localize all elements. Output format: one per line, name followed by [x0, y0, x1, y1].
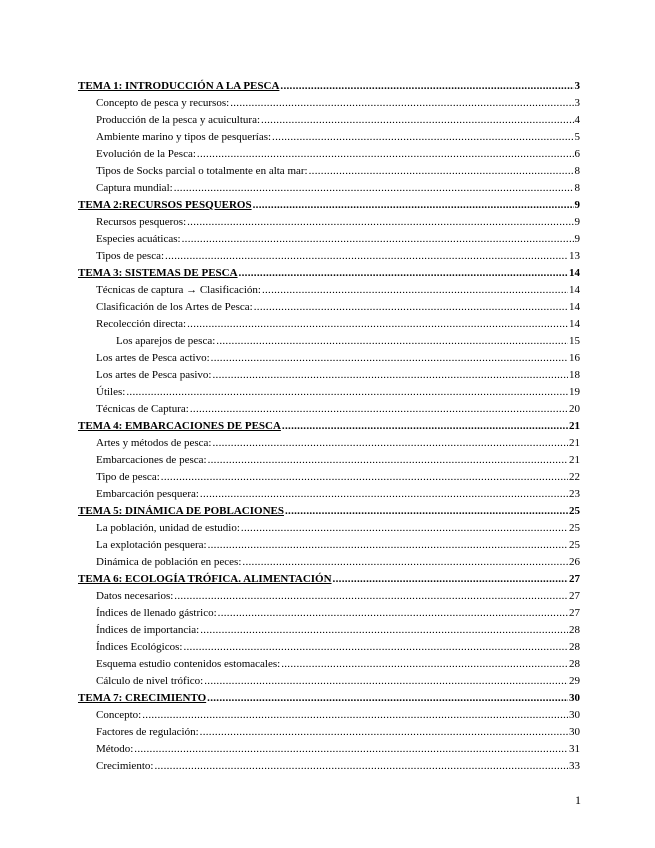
dot-leader [154, 758, 568, 775]
dot-leader [197, 146, 574, 163]
toc-section-entry[interactable] [78, 588, 580, 605]
toc-entry-page: 4 [574, 114, 580, 126]
toc-entry-label: Evolución de la Pesca: [96, 148, 196, 160]
dot-leader [212, 367, 568, 384]
toc-section-entry[interactable] [78, 282, 580, 299]
toc-entry-label: Útiles: [96, 386, 126, 398]
dot-leader [253, 197, 574, 214]
toc-entry-label: Esquema estudio contenidos estomacales: [96, 658, 281, 670]
toc-chapter-entry[interactable] [78, 571, 580, 588]
toc-chapter-entry[interactable] [78, 197, 580, 214]
toc-section-entry[interactable] [78, 316, 580, 333]
toc-section-entry[interactable] [78, 248, 580, 265]
dot-leader [212, 435, 568, 452]
dot-leader [200, 724, 568, 741]
dot-leader [174, 588, 568, 605]
toc-entry-page: 23 [569, 488, 580, 500]
toc-section-entry[interactable] [78, 146, 580, 163]
toc-entry-label: Índices de importancia: [96, 624, 200, 636]
toc-entry-label: Crecimiento: [96, 760, 154, 772]
toc-entry-page: 8 [574, 165, 580, 177]
toc-entry-label: Concepto de pesca y recursos: [96, 97, 230, 109]
toc-entry-page: 31 [569, 743, 580, 755]
toc-section-entry[interactable] [78, 163, 580, 180]
toc-section-entry[interactable] [78, 299, 580, 316]
toc-entry-label: Embarcación pesquera: [96, 488, 199, 500]
toc-entry-page: 30 [569, 692, 580, 704]
toc-section-entry[interactable] [78, 231, 580, 248]
toc-entry-page: 18 [569, 369, 580, 381]
dot-leader [281, 656, 568, 673]
toc-entry-label: Producción de la pesca y acuicultura: [96, 114, 261, 126]
toc-entry-label: Los artes de Pesca pasivo: [96, 369, 212, 381]
toc-entry-label: TEMA 2:RECURSOS PESQUEROS [78, 199, 252, 211]
toc-entry-page: 3 [574, 80, 580, 92]
dot-leader [280, 78, 573, 95]
toc-chapter-entry[interactable] [78, 690, 580, 707]
toc-entry-page: 28 [569, 658, 580, 670]
toc-entry-label: Los aparejos de pesca: [116, 335, 216, 347]
toc-section-entry[interactable] [78, 367, 580, 384]
dot-leader [282, 418, 568, 435]
toc-entry-label: Concepto: [96, 709, 142, 721]
toc-section-entry[interactable] [78, 605, 580, 622]
toc-entry-page: 14 [569, 267, 580, 279]
toc-entry-label: Especies acuáticas: [96, 233, 181, 245]
toc-entry-label: TEMA 4: EMBARCACIONES DE PESCA [78, 420, 281, 432]
toc-entry-page: 21 [569, 420, 580, 432]
toc-section-entry[interactable] [78, 554, 580, 571]
dot-leader [285, 503, 568, 520]
toc-entry-label: Dinámica de población en peces: [96, 556, 242, 568]
toc-entry-page: 30 [569, 709, 580, 721]
toc-entry-label: TEMA 3: SISTEMAS DE PESCA [78, 267, 238, 279]
toc-entry-label: TEMA 7: CRECIMIENTO [78, 692, 207, 704]
toc-entry-page: 14 [569, 318, 580, 330]
dot-leader [309, 163, 574, 180]
dot-leader [262, 282, 568, 299]
toc-entry-page: 14 [569, 301, 580, 313]
dot-leader [134, 741, 568, 758]
toc-entry-label: Los artes de Pesca activo: [96, 352, 210, 364]
toc-entry-label: Datos necesarios: [96, 590, 174, 602]
toc-entry-label: TEMA 1: INTRODUCCIÓN A LA PESCA [78, 80, 280, 92]
toc-entry-label: La población, unidad de estudio: [96, 522, 240, 534]
dot-leader [261, 112, 573, 129]
toc-section-entry[interactable] [78, 486, 580, 503]
dot-leader [204, 673, 568, 690]
toc-entry-label: Técnicas de captura → Clasificación: [96, 284, 261, 296]
dot-leader [216, 333, 568, 350]
toc-entry-page: 3 [574, 97, 580, 109]
toc-entry-page: 22 [569, 471, 580, 483]
toc-section-entry[interactable] [78, 639, 580, 656]
toc-entry-label: La explotación pesquera: [96, 539, 207, 551]
toc-section-entry[interactable] [78, 452, 580, 469]
toc-chapter-entry[interactable] [78, 265, 580, 282]
toc-entry-label: Cálculo de nivel trófico: [96, 675, 204, 687]
toc-entry-label: Índices Ecológicos: [96, 641, 183, 653]
toc-entry-page: 9 [574, 216, 580, 228]
toc-entry-page: 27 [569, 607, 580, 619]
toc-chapter-entry[interactable] [78, 418, 580, 435]
toc-entry-label: Factores de regulación: [96, 726, 199, 738]
toc-entry-page: 27 [569, 590, 580, 602]
toc-entry-label: Clasificación de los Artes de Pesca: [96, 301, 253, 313]
dot-leader [161, 469, 568, 486]
toc-entry-label: Tipo de pesca: [96, 471, 160, 483]
toc-section-entry[interactable] [78, 384, 580, 401]
toc-section-entry[interactable] [78, 333, 580, 350]
toc-entry-page: 21 [569, 454, 580, 466]
toc-entry-label: Recolección directa: [96, 318, 187, 330]
toc-section-entry[interactable] [78, 673, 580, 690]
toc-entry-label: Recursos pesqueros: [96, 216, 187, 228]
dot-leader [174, 180, 574, 197]
toc-entry-label: Método: [96, 743, 134, 755]
dot-leader [241, 520, 568, 537]
toc-entry-page: 8 [574, 182, 580, 194]
toc-entry-page: 28 [569, 624, 580, 636]
dot-leader [142, 707, 568, 724]
dot-leader [333, 571, 568, 588]
dot-leader [242, 554, 568, 571]
toc-entry-page: 9 [574, 199, 580, 211]
toc-entry-page: 33 [569, 760, 580, 772]
toc-entry-page: 26 [569, 556, 580, 568]
toc-entry-page: 25 [569, 539, 580, 551]
toc-section-entry[interactable] [78, 129, 580, 146]
dot-leader [200, 486, 568, 503]
toc-entry-label: Tipos de pesca: [96, 250, 165, 262]
dot-leader [254, 299, 568, 316]
dot-leader [211, 350, 568, 367]
toc-entry-label: Tipos de Socks parcial o totalmente en alta mar: [96, 165, 308, 177]
dot-leader [207, 690, 568, 707]
toc-section-entry[interactable] [78, 214, 580, 231]
toc-entry-page: 25 [569, 522, 580, 534]
dot-leader [187, 214, 573, 231]
toc-entry-label: Embarcaciones de pesca: [96, 454, 207, 466]
toc-entry-label: Artes y métodos de pesca: [96, 437, 212, 449]
toc-entry-label: Captura mundial: [96, 182, 173, 194]
toc-section-entry[interactable] [78, 520, 580, 537]
toc-section-entry[interactable] [78, 401, 580, 418]
dot-leader [208, 537, 568, 554]
toc-entry-page: 19 [569, 386, 580, 398]
toc-entry-label: TEMA 5: DINÁMICA DE POBLACIONES [78, 505, 284, 517]
toc-section-entry[interactable] [78, 112, 580, 129]
toc-section-entry[interactable] [78, 724, 580, 741]
toc-entry-page: 14 [569, 284, 580, 296]
toc-section-entry[interactable] [78, 350, 580, 367]
toc-entry-page: 13 [569, 250, 580, 262]
toc-chapter-entry[interactable] [78, 503, 580, 520]
toc-entry-page: 6 [574, 148, 580, 160]
toc-section-entry[interactable] [78, 435, 580, 452]
page-number: 1 [575, 793, 581, 807]
toc-entry-label: Ambiente marino y tipos de pesquerías: [96, 131, 272, 143]
toc-entry-page: 30 [569, 726, 580, 738]
toc-entry-page: 5 [574, 131, 580, 143]
dot-leader [183, 639, 568, 656]
toc-entry-page: 21 [569, 437, 580, 449]
toc-entry-page: 20 [569, 403, 580, 415]
toc-section-entry[interactable] [78, 741, 580, 758]
toc-section-entry[interactable] [78, 537, 580, 554]
toc-section-entry[interactable] [78, 469, 580, 486]
toc-section-entry[interactable] [78, 656, 580, 673]
dot-leader [218, 605, 568, 622]
toc-entry-page: 28 [569, 641, 580, 653]
toc-entry-label: Técnicas de Captura: [96, 403, 189, 415]
dot-leader [200, 622, 568, 639]
dot-leader [272, 129, 573, 146]
dot-leader [208, 452, 568, 469]
dot-leader [190, 401, 568, 418]
toc-section-entry[interactable] [78, 95, 580, 112]
toc-entry-label: Índices de llenado gástrico: [96, 607, 217, 619]
toc-section-entry[interactable] [78, 622, 580, 639]
dot-leader [230, 95, 573, 112]
toc-section-entry[interactable] [78, 758, 580, 775]
toc-entry-page: 29 [569, 675, 580, 687]
table-of-contents [78, 78, 580, 775]
toc-section-entry[interactable] [78, 180, 580, 197]
toc-entry-label: TEMA 6: ECOLOGÍA TRÓFICA. ALIMENTACIÓN [78, 573, 332, 585]
toc-entry-page: 16 [569, 352, 580, 364]
toc-entry-page: 9 [574, 233, 580, 245]
toc-entry-page: 15 [569, 335, 580, 347]
dot-leader [239, 265, 568, 282]
toc-entry-page: 25 [569, 505, 580, 517]
dot-leader [165, 248, 568, 265]
toc-chapter-entry[interactable] [78, 78, 580, 95]
dot-leader [126, 384, 568, 401]
dot-leader [187, 316, 568, 333]
dot-leader [182, 231, 574, 248]
toc-entry-page: 27 [569, 573, 580, 585]
toc-section-entry[interactable] [78, 707, 580, 724]
